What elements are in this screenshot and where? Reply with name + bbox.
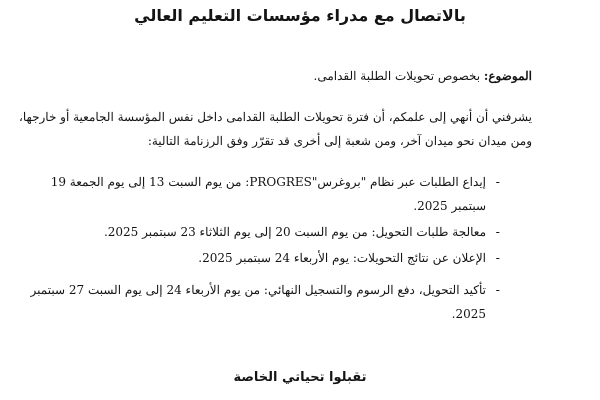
letter-subject <box>314 66 532 86</box>
subject-text: بخصوص تحويلات الطلبة القدامى. <box>313 69 484 83</box>
schedule-item <box>30 170 500 218</box>
schedule-item-text: الإعلان عن نتائج التحويلات: يوم الأربعاء 24 سبتمبر 2025. <box>198 251 486 265</box>
letter-header-title: بالاتصال مع مدراء مؤسسات التعليم العالي <box>134 6 466 25</box>
subject-label: الموضوع: <box>483 69 532 83</box>
letter-closing: تقبلوا تحياتي الخاصة <box>233 370 367 385</box>
schedule-item-text: تأكيد التحويل، دفع الرسوم والتسجيل النهائي: من يوم الأربعاء 24 إلى يوم السبت 27 سبتمبر 2025. <box>30 283 486 321</box>
letter-intro-paragraph: يشرفني أن أنهي إلى علمكم، أن فترة تحويلات الطلبة القدامى داخل نفس المؤسسة الجامعية أو خارجها، ومن ميدان نحو ميدان آخر، ومن شعبة إلى أخرى قد تقرّر وفق الرزنامة التالية: <box>19 110 532 148</box>
bullet-dash: - <box>495 175 500 189</box>
schedule-item <box>30 246 500 270</box>
schedule-item-text: معالجة طلبات التحويل: من يوم السبت 20 إلى يوم الثلاثاء 23 سبتمبر 2025. <box>103 225 486 239</box>
schedule-list <box>30 170 500 328</box>
schedule-item <box>30 278 500 326</box>
schedule-item-text: إيداع الطلبات عبر نظام "بروغرس"PROGRES: من يوم السبت 13 إلى يوم الجمعة 19 سبتمبر 2025. <box>50 175 486 213</box>
bullet-dash: - <box>495 283 500 297</box>
bullet-dash: - <box>495 251 500 265</box>
bullet-dash: - <box>495 225 500 239</box>
schedule-item <box>30 220 500 244</box>
